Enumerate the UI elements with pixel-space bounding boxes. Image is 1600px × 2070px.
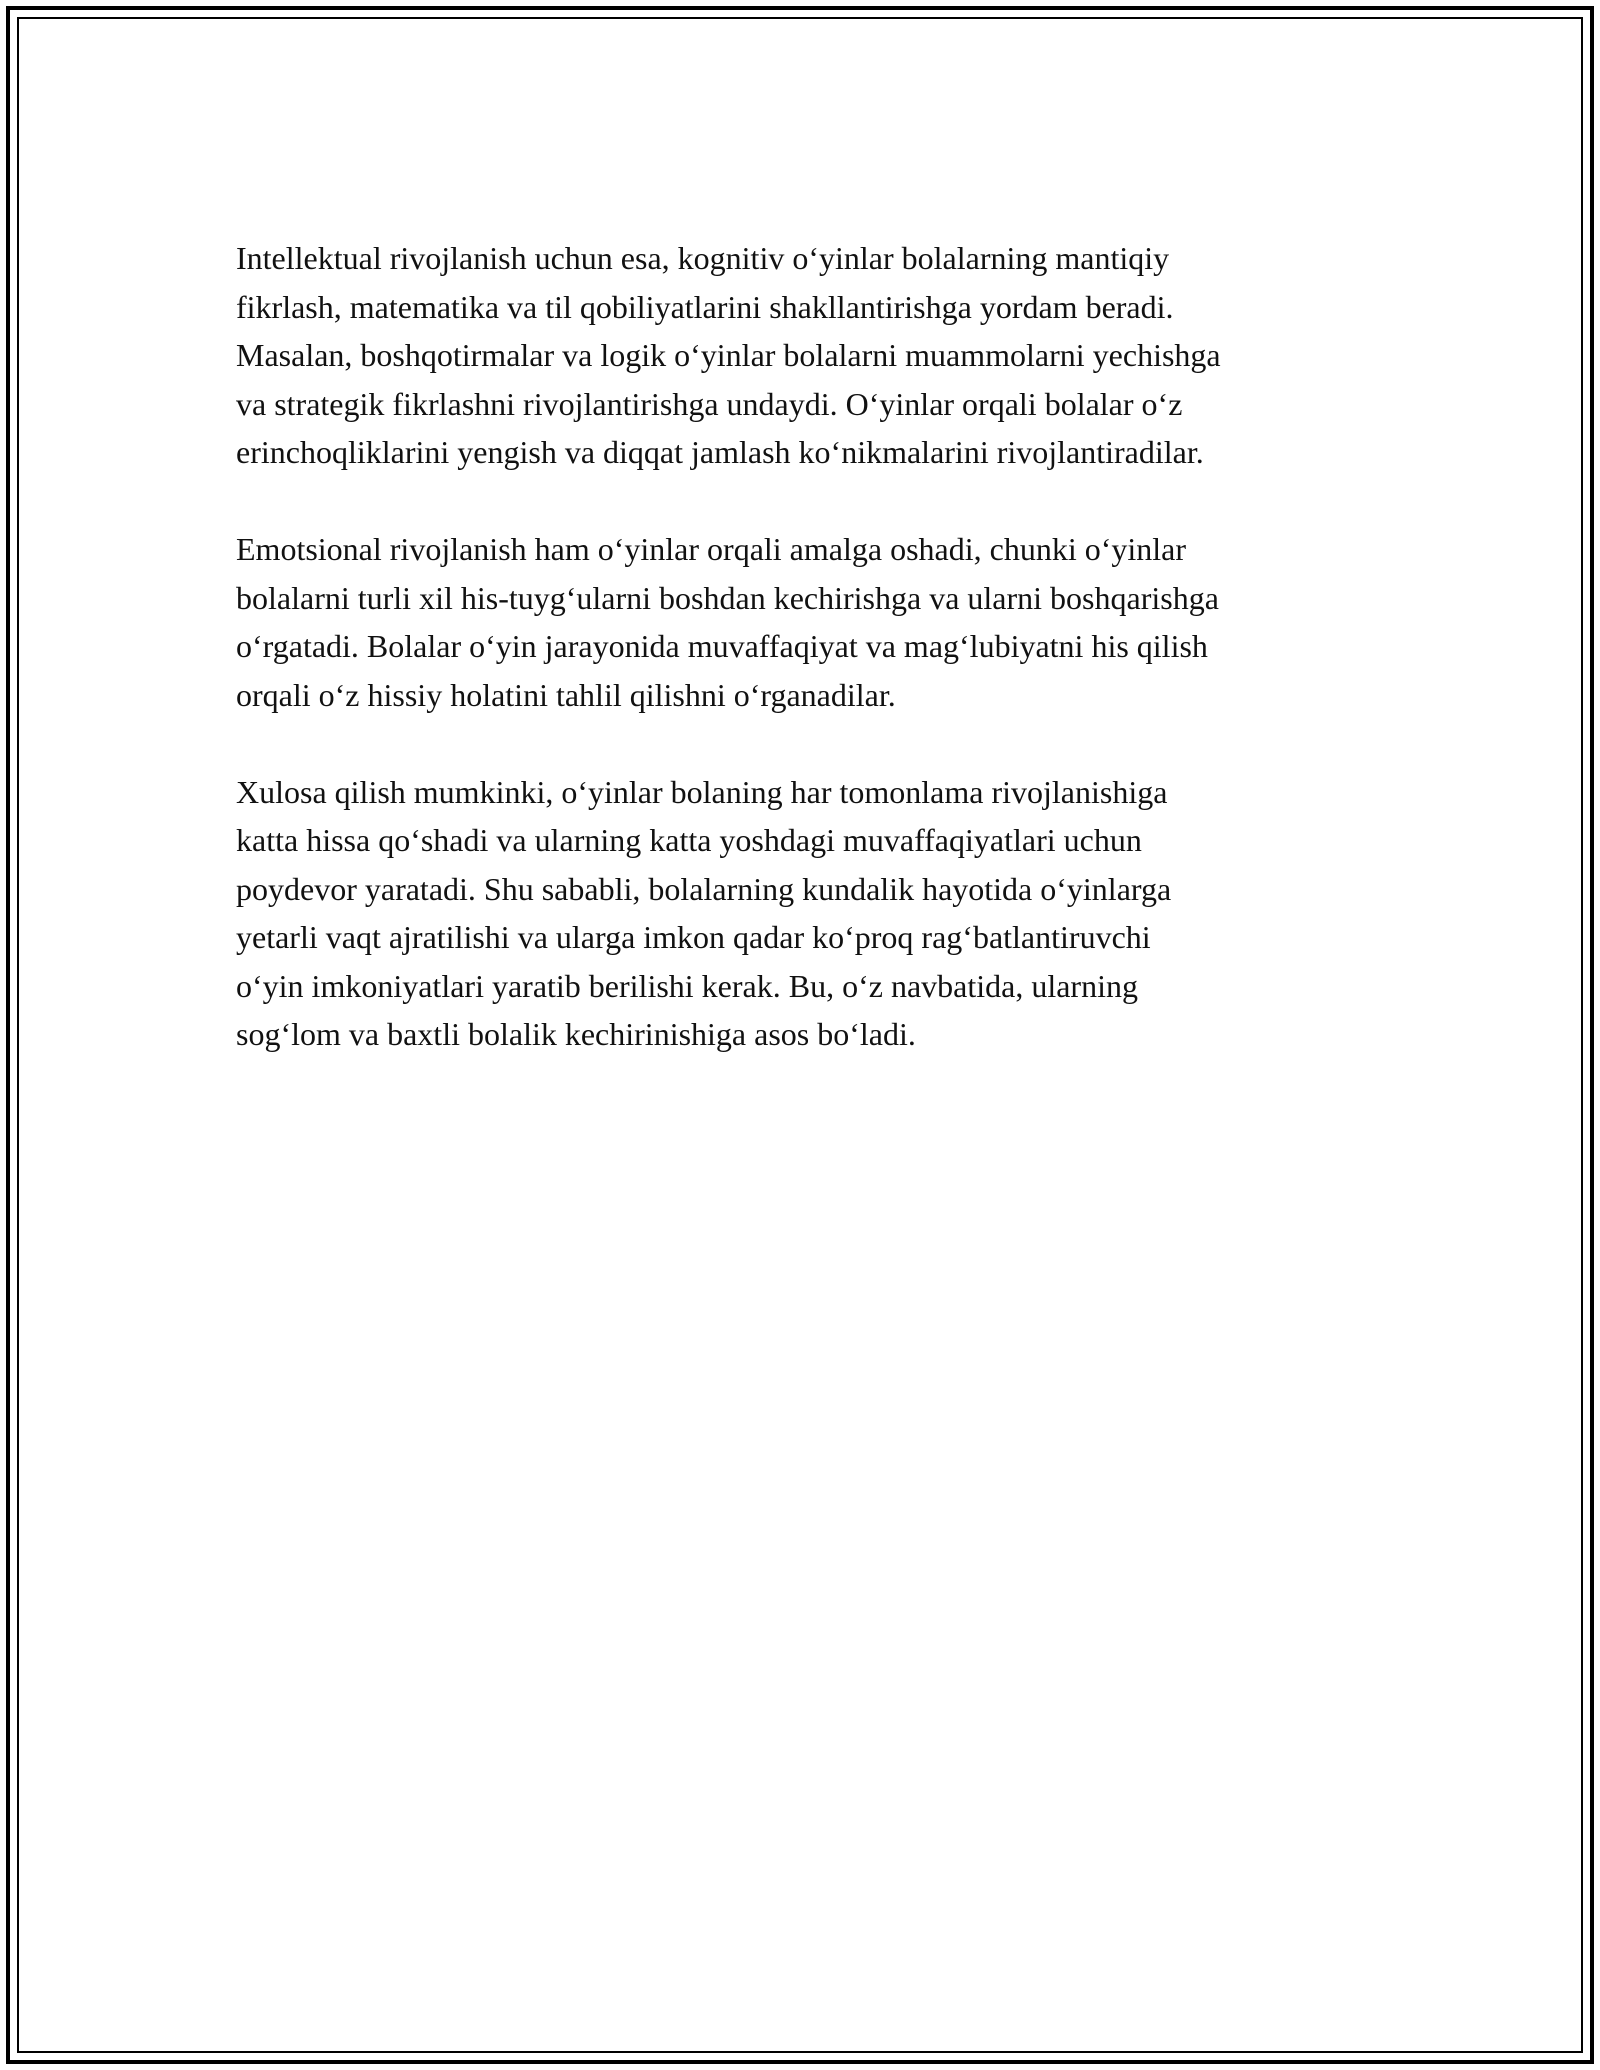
document-body — [236, 234, 1376, 1107]
paragraph-conclusion: Xulosa qilish mumkinki, o‘yinlar bolaning har tomonlama rivojlanishiga katta hissa qo‘shadi va ularning katta yoshdagi muvaffaqiyatlari uchun poydevor yaratadi. Shu sababli, bolalarning kundalik hayotida o‘yinlarga yetarli vaqt ajratilishi va ularga imkon qadar ko‘proq rag‘batlantiruvchi o‘yin imkoniyatlari yaratib berilishi kerak. Bu, o‘z navbatida, ularning sog‘lom va baxtli bolalik kechirinishiga asos bo‘ladi. — [236, 773, 1172, 1052]
paragraph-intellectual-development: Intellektual rivojlanish uchun esa, kognitiv o‘yinlar bolalarning mantiqiy fikrlash, matematika va til qobiliyatlarini shakllantirishga yordam beradi. Masalan, boshqotirmalar va logik o‘yinlar bolalarni muammolarni yechishga va strategik fikrlashni rivojlantirishga undaydi. O‘yinlar orqali bolalar o‘z erinchoqliklarini yengish va diqqat jamlash ko‘nikmalarini rivojlantiradilar. — [236, 240, 1221, 470]
paragraph-emotional-development: Emotsional rivojlanish ham o‘yinlar orqali amalga oshadi, chunki o‘yinlar bolalarni turli xil his-tuyg‘ularni boshdan kechirishga va ularni boshqarishga o‘rgatadi. Bolalar o‘yin jarayonida muvaffaqiyat va mag‘lubiyatni his qilish orqali o‘z hissiy holatini tahlil qilishni o‘rganadilar. — [236, 531, 1219, 713]
